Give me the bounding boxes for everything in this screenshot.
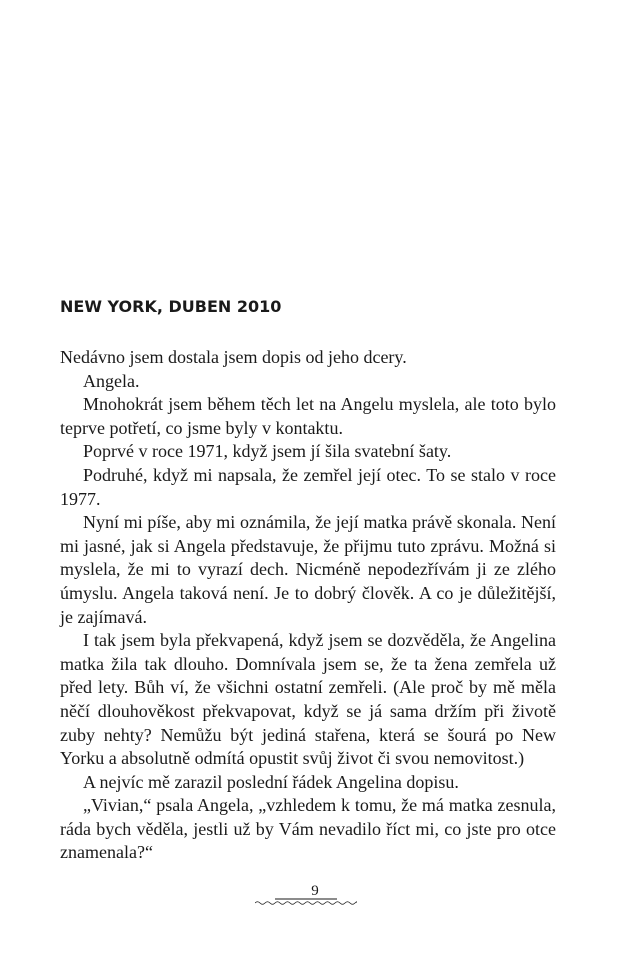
paragraph: Mnohokrát jsem během těch let na Angelu myslela, ale toto bylo teprve potřetí, co jsme byly v kontaktu. bbox=[60, 394, 556, 438]
chapter-heading: NEW YORK, DUBEN 2010 bbox=[60, 297, 282, 316]
paragraph: Nyní mi píše, aby mi oznámila, že její matka právě skonala. Není mi jasné, jak si Angela představuje, že přijmu tuto zprávu. Možná si myslela, že mi to vyrazí dech. Nicméně nepodezřívám ji ze zlého úmyslu. Angela taková není. Je to dobrý člověk. A co je důležitější, je zajímavá. bbox=[60, 512, 556, 627]
paragraph: Poprvé v roce 1971, když jsem jí šila svatební šaty. bbox=[83, 441, 452, 462]
paragraph: Nedávno jsem dostala jsem dopis od jeho dcery. bbox=[60, 347, 407, 367]
paragraph: „Vivian,“ psala Angela, „vzhledem k tomu, že má matka zesnula, ráda bych věděla, jestli už by Vám nevadilo říct mi, co jste pro otce znamenala?“ bbox=[60, 795, 556, 863]
page-number: 9 bbox=[311, 883, 319, 899]
paragraph: Podruhé, když mi napsala, že zemřel její otec. To se stalo v roce 1977. bbox=[60, 464, 556, 509]
chapter-body bbox=[60, 346, 556, 865]
wavy-line-ornament-icon bbox=[255, 897, 357, 907]
paragraph: I tak jsem byla překvapená, když jsem se dozvěděla, že Angelina matka žila tak dlouho. Domnívala jsem se, že ta žena zemřela už před lety. Bůh ví, že všichni ostatní zemřeli. (Ale proč by mě měla něčí dlouhověkost překvapovat, když se já sama držím při životě zuby nehty? Nemůžu být jediná stařena, která se šourá po New Yorku a absolutně odmítá opustit svůj život či svou nemovitost.) bbox=[60, 630, 556, 769]
paragraph: A nejvíc mě zarazil poslední řádek Angelina dopisu. bbox=[83, 771, 459, 792]
paragraph: Angela. bbox=[83, 370, 140, 391]
